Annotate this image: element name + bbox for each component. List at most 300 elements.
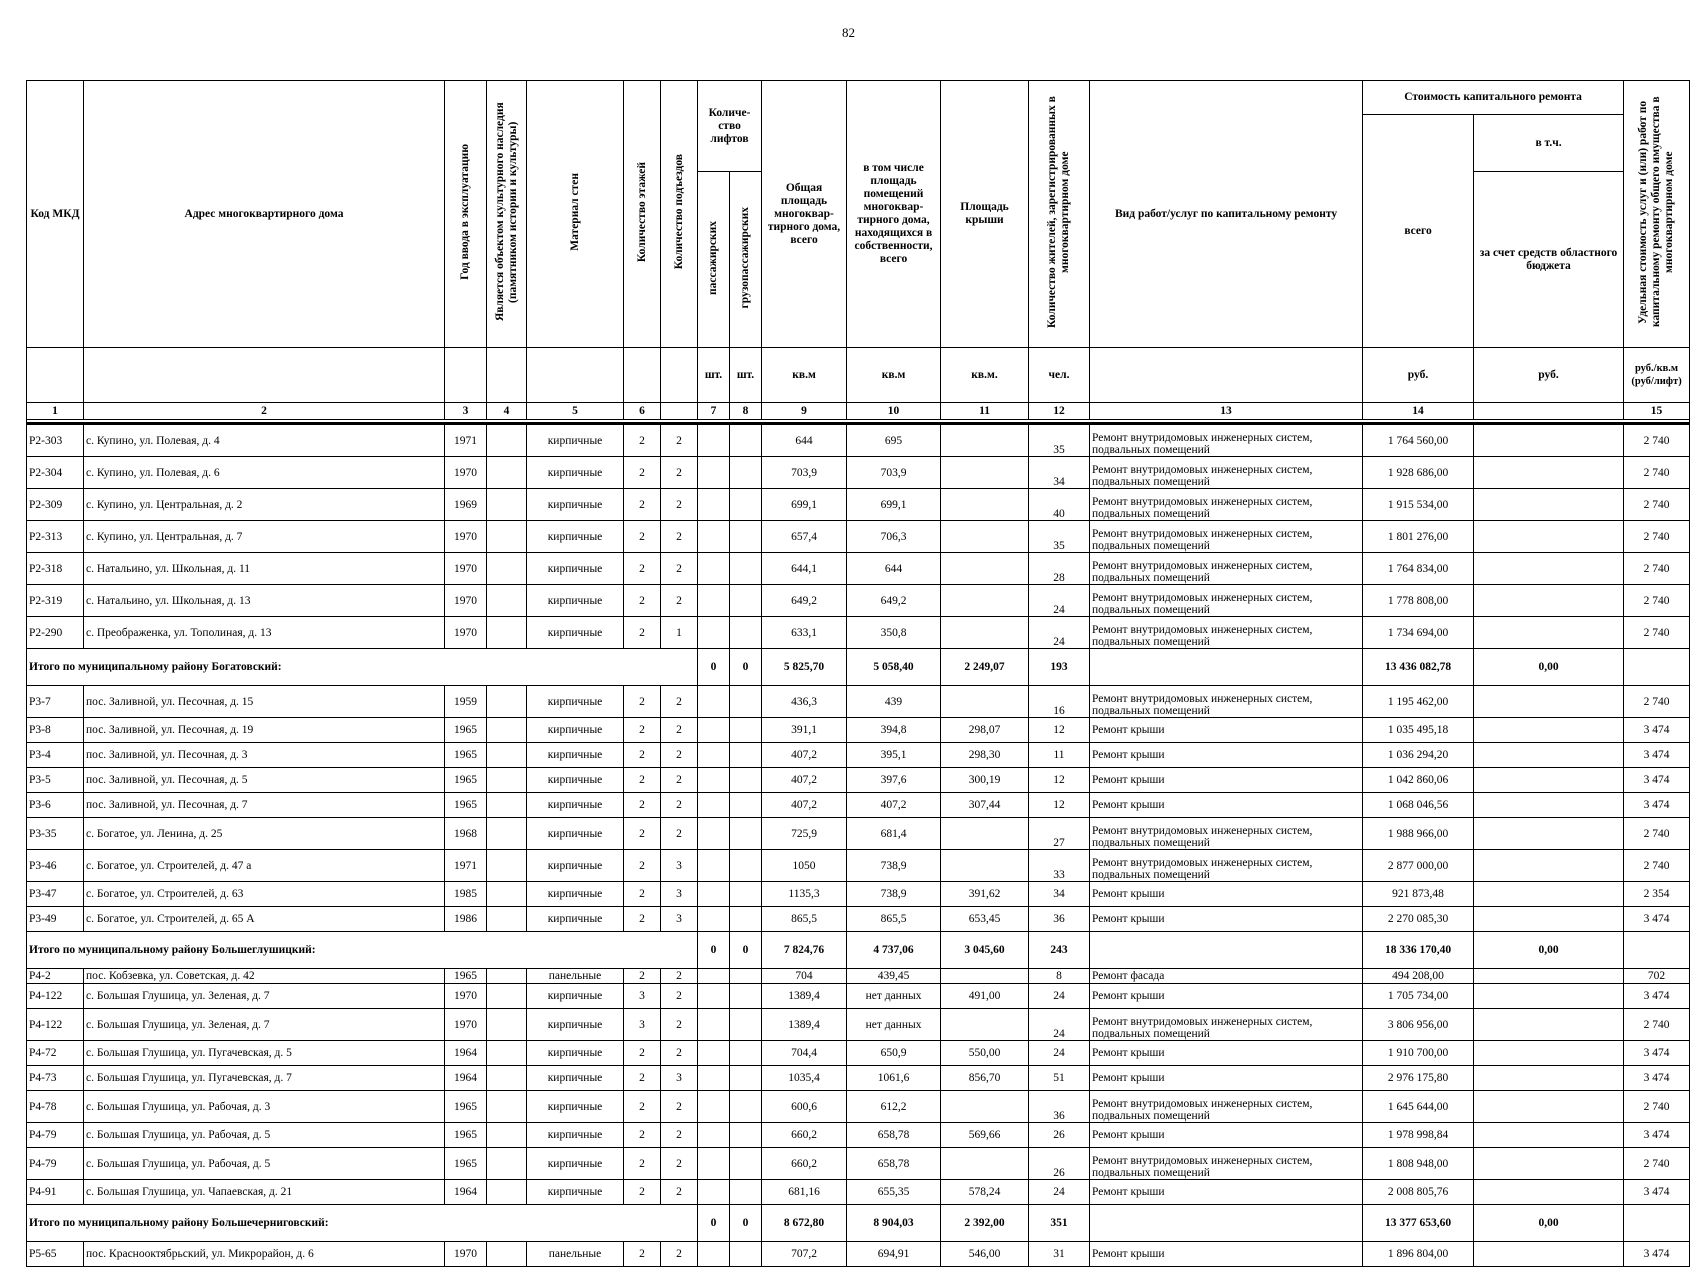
cell-code: Р3-7 xyxy=(27,686,84,718)
cell-cost: 1 195 462,00 xyxy=(1363,686,1474,718)
header-year: Год ввода в эксплуатацию xyxy=(445,81,487,348)
cell-total-area: 704,4 xyxy=(762,1041,847,1066)
cell-residents: 26 xyxy=(1029,1148,1090,1180)
header-residents: Количество жителей, зарегистрированных в многоквартирном доме xyxy=(1029,81,1090,348)
header-owned-area: в том числе площадь помещений многоквар-тирного дома, находящихся в собственности, всего xyxy=(847,81,941,348)
cell-address: пос. Заливной, ул. Песочная, д. 19 xyxy=(84,718,445,743)
total-lifts-passenger: 0 xyxy=(698,649,730,686)
cell-address: с. Натальино, ул. Школьная, д. 11 xyxy=(84,553,445,585)
cell-entrances: 2 xyxy=(661,743,698,768)
cell-lifts-cargo xyxy=(730,1041,762,1066)
cell-address: с. Купино, ул. Полевая, д. 4 xyxy=(84,424,445,457)
cell-cost: 1 068 046,56 xyxy=(1363,793,1474,818)
cell-lifts-cargo xyxy=(730,793,762,818)
cell-total-area: 657,4 xyxy=(762,521,847,553)
header-roof-area: Площадь крыши xyxy=(941,81,1029,348)
cell-work-type: Ремонт фасада xyxy=(1090,969,1363,984)
cell-wall: кирпичные xyxy=(527,617,624,649)
cell-cost: 1 801 276,00 xyxy=(1363,521,1474,553)
cell-residents: 24 xyxy=(1029,984,1090,1009)
cell-floors: 2 xyxy=(624,686,661,718)
cell-heritage xyxy=(487,1242,527,1267)
cell-unit-cost: 2 740 xyxy=(1624,617,1690,649)
cell-unit-cost: 3 474 xyxy=(1624,743,1690,768)
cell-lifts-passenger xyxy=(698,1148,730,1180)
cell-entrances: 2 xyxy=(661,489,698,521)
cell-work-type: Ремонт крыши xyxy=(1090,882,1363,907)
total-unit-empty xyxy=(1624,1205,1690,1242)
cell-lifts-cargo xyxy=(730,553,762,585)
cell-code: Р4-122 xyxy=(27,984,84,1009)
capital-repair-table xyxy=(26,80,1690,1267)
total-cost: 13 436 082,78 xyxy=(1363,649,1474,686)
table-row xyxy=(27,457,1690,489)
cell-regional-cost xyxy=(1474,907,1624,932)
cell-roof-area xyxy=(941,818,1029,850)
table-row xyxy=(27,907,1690,932)
cell-code: Р4-79 xyxy=(27,1148,84,1180)
cell-lifts-passenger xyxy=(698,553,730,585)
cell-residents: 36 xyxy=(1029,1091,1090,1123)
cell-wall: кирпичные xyxy=(527,743,624,768)
cell-wall: кирпичные xyxy=(527,718,624,743)
cell-wall: кирпичные xyxy=(527,882,624,907)
cell-total-area: 407,2 xyxy=(762,743,847,768)
cell-wall: кирпичные xyxy=(527,1009,624,1041)
cell-code: Р4-78 xyxy=(27,1091,84,1123)
cell-cost: 1 778 808,00 xyxy=(1363,585,1474,617)
cell-lifts-cargo xyxy=(730,457,762,489)
cell-address: пос. Заливной, ул. Песочная, д. 5 xyxy=(84,768,445,793)
cell-cost: 1 978 998,84 xyxy=(1363,1123,1474,1148)
cell-wall: кирпичные xyxy=(527,553,624,585)
cell-lifts-passenger xyxy=(698,457,730,489)
cell-regional-cost xyxy=(1474,489,1624,521)
cell-regional-cost xyxy=(1474,850,1624,882)
cell-regional-cost xyxy=(1474,1009,1624,1041)
header-cost-incl: в т.ч. xyxy=(1474,115,1624,172)
header-work-type: Вид работ/услуг по капитальному ремонту xyxy=(1090,81,1363,348)
cell-unit-cost: 3 474 xyxy=(1624,984,1690,1009)
cell-cost: 1 928 686,00 xyxy=(1363,457,1474,489)
header-address: Адрес многоквартирного дома xyxy=(84,81,445,348)
total-roof-area: 2 392,00 xyxy=(941,1205,1029,1242)
cell-entrances: 2 xyxy=(661,585,698,617)
cell-total-area: 1050 xyxy=(762,850,847,882)
column-numbers-row: 1 2 3 4 5 6 7 8 9 10 11 12 13 14 15 xyxy=(27,403,1690,420)
cell-lifts-cargo xyxy=(730,743,762,768)
cell-roof-area xyxy=(941,686,1029,718)
cell-code: Р4-122 xyxy=(27,1009,84,1041)
cell-lifts-passenger xyxy=(698,1242,730,1267)
cell-cost: 1 734 694,00 xyxy=(1363,617,1474,649)
cell-code: Р3-4 xyxy=(27,743,84,768)
cell-year: 1964 xyxy=(445,1066,487,1091)
table-row xyxy=(27,718,1690,743)
cell-address: с. Богатое, ул. Строителей, д. 63 xyxy=(84,882,445,907)
cell-floors: 2 xyxy=(624,617,661,649)
total-label: Итого по муниципальному району Большеглушицкий: xyxy=(27,932,698,969)
cell-wall: кирпичные xyxy=(527,818,624,850)
cell-residents: 12 xyxy=(1029,718,1090,743)
cell-code: Р3-5 xyxy=(27,768,84,793)
cell-total-area: 407,2 xyxy=(762,793,847,818)
district-total-row xyxy=(27,649,1690,686)
cell-lifts-cargo xyxy=(730,882,762,907)
cell-work-type: Ремонт крыши xyxy=(1090,793,1363,818)
cell-code: Р2-304 xyxy=(27,457,84,489)
cell-owned-area: 706,3 xyxy=(847,521,941,553)
cell-wall: панельные xyxy=(527,969,624,984)
cell-year: 1968 xyxy=(445,818,487,850)
cell-regional-cost xyxy=(1474,1180,1624,1205)
cell-year: 1965 xyxy=(445,743,487,768)
cell-lifts-passenger xyxy=(698,617,730,649)
cell-lifts-passenger xyxy=(698,424,730,457)
cell-floors: 2 xyxy=(624,1091,661,1123)
table-row xyxy=(27,424,1690,457)
cell-owned-area: 644 xyxy=(847,553,941,585)
cell-total-area: 391,1 xyxy=(762,718,847,743)
cell-work-type: Ремонт крыши xyxy=(1090,1180,1363,1205)
cell-total-area: 633,1 xyxy=(762,617,847,649)
cell-floors: 2 xyxy=(624,882,661,907)
cell-entrances: 3 xyxy=(661,907,698,932)
cell-heritage xyxy=(487,768,527,793)
cell-heritage xyxy=(487,489,527,521)
total-roof-area: 2 249,07 xyxy=(941,649,1029,686)
cell-address: с. Купино, ул. Центральная, д. 7 xyxy=(84,521,445,553)
cell-total-area: 865,5 xyxy=(762,907,847,932)
cell-year: 1964 xyxy=(445,1041,487,1066)
cell-address: с. Большая Глушица, ул. Рабочая, д. 5 xyxy=(84,1123,445,1148)
cell-work-type: Ремонт внутридомовых инженерных систем, подвальных помещений xyxy=(1090,489,1363,521)
total-work-empty xyxy=(1090,1205,1363,1242)
total-unit-empty xyxy=(1624,932,1690,969)
cell-lifts-cargo xyxy=(730,1148,762,1180)
cell-code: Р4-79 xyxy=(27,1123,84,1148)
cell-heritage xyxy=(487,907,527,932)
cell-entrances: 2 xyxy=(661,718,698,743)
cell-heritage xyxy=(487,457,527,489)
cell-floors: 2 xyxy=(624,1242,661,1267)
cell-residents: 28 xyxy=(1029,553,1090,585)
total-area: 8 672,80 xyxy=(762,1205,847,1242)
cell-residents: 51 xyxy=(1029,1066,1090,1091)
total-lifts-passenger: 0 xyxy=(698,932,730,969)
cell-lifts-passenger xyxy=(698,521,730,553)
cell-cost: 1 764 834,00 xyxy=(1363,553,1474,585)
cell-residents: 8 xyxy=(1029,969,1090,984)
total-unit-empty xyxy=(1624,649,1690,686)
cell-unit-cost: 2 740 xyxy=(1624,1009,1690,1041)
cell-address: с. Богатое, ул. Строителей, д. 65 А xyxy=(84,907,445,932)
total-lifts-passenger: 0 xyxy=(698,1205,730,1242)
cell-floors: 2 xyxy=(624,969,661,984)
cell-heritage xyxy=(487,969,527,984)
total-cost: 13 377 653,60 xyxy=(1363,1205,1474,1242)
table-row xyxy=(27,1148,1690,1180)
cell-work-type: Ремонт внутридомовых инженерных систем, подвальных помещений xyxy=(1090,617,1363,649)
cell-year: 1970 xyxy=(445,521,487,553)
cell-regional-cost xyxy=(1474,768,1624,793)
cell-total-area: 644 xyxy=(762,424,847,457)
cell-lifts-passenger xyxy=(698,718,730,743)
cell-lifts-passenger xyxy=(698,1091,730,1123)
cell-entrances: 2 xyxy=(661,1180,698,1205)
cell-heritage xyxy=(487,1091,527,1123)
cell-heritage xyxy=(487,553,527,585)
cell-owned-area: 395,1 xyxy=(847,743,941,768)
cell-regional-cost xyxy=(1474,793,1624,818)
cell-owned-area: 612,2 xyxy=(847,1091,941,1123)
cell-code: Р3-46 xyxy=(27,850,84,882)
cell-lifts-cargo xyxy=(730,969,762,984)
total-owned-area: 5 058,40 xyxy=(847,649,941,686)
cell-unit-cost: 702 xyxy=(1624,969,1690,984)
cell-lifts-passenger xyxy=(698,1041,730,1066)
cell-work-type: Ремонт крыши xyxy=(1090,1066,1363,1091)
cell-regional-cost xyxy=(1474,1148,1624,1180)
cell-year: 1969 xyxy=(445,489,487,521)
cell-code: Р4-2 xyxy=(27,969,84,984)
cell-owned-area: 865,5 xyxy=(847,907,941,932)
cell-wall: кирпичные xyxy=(527,1180,624,1205)
cell-unit-cost: 3 474 xyxy=(1624,1066,1690,1091)
cell-owned-area: 703,9 xyxy=(847,457,941,489)
cell-roof-area xyxy=(941,1148,1029,1180)
cell-year: 1970 xyxy=(445,553,487,585)
cell-floors: 2 xyxy=(624,585,661,617)
cell-floors: 2 xyxy=(624,907,661,932)
cell-cost: 2 008 805,76 xyxy=(1363,1180,1474,1205)
cell-entrances: 2 xyxy=(661,1041,698,1066)
cell-cost: 1 915 534,00 xyxy=(1363,489,1474,521)
cell-regional-cost xyxy=(1474,424,1624,457)
total-lifts-cargo: 0 xyxy=(730,1205,762,1242)
cell-heritage xyxy=(487,1180,527,1205)
cell-code: Р4-91 xyxy=(27,1180,84,1205)
cell-wall: кирпичные xyxy=(527,521,624,553)
cell-owned-area: 738,9 xyxy=(847,850,941,882)
cell-code: Р2-303 xyxy=(27,424,84,457)
cell-wall: кирпичные xyxy=(527,489,624,521)
cell-heritage xyxy=(487,818,527,850)
cell-cost: 494 208,00 xyxy=(1363,969,1474,984)
cell-work-type: Ремонт внутридомовых инженерных систем, подвальных помещений xyxy=(1090,818,1363,850)
cell-lifts-cargo xyxy=(730,984,762,1009)
cell-year: 1971 xyxy=(445,850,487,882)
total-lifts-cargo: 0 xyxy=(730,932,762,969)
cell-residents: 27 xyxy=(1029,818,1090,850)
cell-lifts-passenger xyxy=(698,793,730,818)
cell-regional-cost xyxy=(1474,818,1624,850)
cell-entrances: 2 xyxy=(661,768,698,793)
cell-floors: 2 xyxy=(624,793,661,818)
cell-wall: кирпичные xyxy=(527,457,624,489)
cell-unit-cost: 3 474 xyxy=(1624,1242,1690,1267)
cell-floors: 2 xyxy=(624,818,661,850)
cell-lifts-passenger xyxy=(698,907,730,932)
units-row: шт. шт. кв.м кв.м кв.м. чел. руб. руб. руб./кв.м (руб/лифт) xyxy=(27,348,1690,403)
cell-code: Р2-309 xyxy=(27,489,84,521)
cell-total-area: 407,2 xyxy=(762,768,847,793)
cell-heritage xyxy=(487,793,527,818)
cell-entrances: 2 xyxy=(661,457,698,489)
table-row xyxy=(27,617,1690,649)
cell-unit-cost: 3 474 xyxy=(1624,1041,1690,1066)
cell-lifts-cargo xyxy=(730,489,762,521)
table-row xyxy=(27,1091,1690,1123)
cell-lifts-passenger xyxy=(698,768,730,793)
cell-address: с. Натальино, ул. Школьная, д. 13 xyxy=(84,585,445,617)
cell-roof-area: 578,24 xyxy=(941,1180,1029,1205)
cell-code: Р3-35 xyxy=(27,818,84,850)
cell-regional-cost xyxy=(1474,585,1624,617)
cell-lifts-cargo xyxy=(730,1009,762,1041)
cell-lifts-passenger xyxy=(698,1123,730,1148)
cell-floors: 2 xyxy=(624,1041,661,1066)
cell-lifts-cargo xyxy=(730,1180,762,1205)
cell-unit-cost: 2 354 xyxy=(1624,882,1690,907)
cell-residents: 36 xyxy=(1029,907,1090,932)
cell-address: пос. Заливной, ул. Песочная, д. 15 xyxy=(84,686,445,718)
cell-lifts-cargo xyxy=(730,585,762,617)
cell-wall: кирпичные xyxy=(527,585,624,617)
cell-regional-cost xyxy=(1474,1242,1624,1267)
cell-total-area: 436,3 xyxy=(762,686,847,718)
cell-regional-cost xyxy=(1474,1091,1624,1123)
table-row xyxy=(27,882,1690,907)
cell-roof-area: 300,19 xyxy=(941,768,1029,793)
table-row xyxy=(27,1066,1690,1091)
cell-floors: 2 xyxy=(624,1066,661,1091)
table-row xyxy=(27,1242,1690,1267)
cell-total-area: 660,2 xyxy=(762,1123,847,1148)
table-row xyxy=(27,1041,1690,1066)
cell-wall: кирпичные xyxy=(527,1091,624,1123)
page-number: 82 xyxy=(842,25,855,40)
cell-address: с. Преображенка, ул. Тополиная, д. 13 xyxy=(84,617,445,649)
header-wall: Материал стен xyxy=(527,81,624,348)
cell-lifts-cargo xyxy=(730,617,762,649)
cell-work-type: Ремонт крыши xyxy=(1090,743,1363,768)
header-unit-cost: Удельная стоимость услуг и (или) работ по капитальному ремонту общего имущества в многоквартирном доме xyxy=(1624,81,1690,348)
cell-year: 1970 xyxy=(445,617,487,649)
total-area: 5 825,70 xyxy=(762,649,847,686)
cell-roof-area xyxy=(941,850,1029,882)
cell-floors: 3 xyxy=(624,984,661,1009)
cell-work-type: Ремонт внутридомовых инженерных систем, подвальных помещений xyxy=(1090,521,1363,553)
cell-regional-cost xyxy=(1474,686,1624,718)
cell-regional-cost xyxy=(1474,882,1624,907)
cell-floors: 3 xyxy=(624,1009,661,1041)
cell-regional-cost xyxy=(1474,1123,1624,1148)
cell-roof-area xyxy=(941,521,1029,553)
table-row xyxy=(27,521,1690,553)
cell-roof-area: 550,00 xyxy=(941,1041,1029,1066)
cell-owned-area: 407,2 xyxy=(847,793,941,818)
cell-regional-cost xyxy=(1474,743,1624,768)
cell-code: Р3-6 xyxy=(27,793,84,818)
cell-lifts-passenger xyxy=(698,686,730,718)
cell-code: Р2-313 xyxy=(27,521,84,553)
cell-residents: 24 xyxy=(1029,1041,1090,1066)
cell-total-area: 644,1 xyxy=(762,553,847,585)
cell-unit-cost: 3 474 xyxy=(1624,793,1690,818)
cell-total-area: 649,2 xyxy=(762,585,847,617)
cell-lifts-passenger xyxy=(698,1180,730,1205)
cell-year: 1970 xyxy=(445,457,487,489)
district-total-row xyxy=(27,932,1690,969)
total-regional-cost: 0,00 xyxy=(1474,932,1624,969)
cell-owned-area: 439,45 xyxy=(847,969,941,984)
cell-owned-area: 694,91 xyxy=(847,1242,941,1267)
cell-floors: 2 xyxy=(624,521,661,553)
cell-wall: кирпичные xyxy=(527,1148,624,1180)
cell-residents: 31 xyxy=(1029,1242,1090,1267)
table-row xyxy=(27,1123,1690,1148)
cell-cost: 2 976 175,80 xyxy=(1363,1066,1474,1091)
cell-year: 1965 xyxy=(445,718,487,743)
total-cost: 18 336 170,40 xyxy=(1363,932,1474,969)
cell-address: с. Большая Глушица, ул. Рабочая, д. 5 xyxy=(84,1148,445,1180)
cell-code: Р5-65 xyxy=(27,1242,84,1267)
cell-entrances: 3 xyxy=(661,850,698,882)
cell-lifts-cargo xyxy=(730,686,762,718)
cell-total-area: 1035,4 xyxy=(762,1066,847,1091)
cell-year: 1970 xyxy=(445,1242,487,1267)
table-body xyxy=(27,424,1690,1267)
cell-residents: 35 xyxy=(1029,521,1090,553)
cell-cost: 1 645 644,00 xyxy=(1363,1091,1474,1123)
cell-address: с. Купино, ул. Полевая, д. 6 xyxy=(84,457,445,489)
cell-lifts-passenger xyxy=(698,969,730,984)
cell-heritage xyxy=(487,718,527,743)
cell-unit-cost: 2 740 xyxy=(1624,424,1690,457)
cell-unit-cost: 3 474 xyxy=(1624,768,1690,793)
cell-lifts-passenger xyxy=(698,743,730,768)
cell-heritage xyxy=(487,743,527,768)
cell-roof-area: 391,62 xyxy=(941,882,1029,907)
cell-cost: 1 764 560,00 xyxy=(1363,424,1474,457)
cell-lifts-cargo xyxy=(730,907,762,932)
cell-residents: 35 xyxy=(1029,424,1090,457)
total-residents: 243 xyxy=(1029,932,1090,969)
total-label: Итого по муниципальному району Богатовский: xyxy=(27,649,698,686)
cell-unit-cost: 2 740 xyxy=(1624,850,1690,882)
cell-wall: кирпичные xyxy=(527,984,624,1009)
table-row xyxy=(27,743,1690,768)
cell-unit-cost: 2 740 xyxy=(1624,818,1690,850)
total-owned-area: 4 737,06 xyxy=(847,932,941,969)
cell-residents: 33 xyxy=(1029,850,1090,882)
cell-unit-cost: 3 474 xyxy=(1624,1180,1690,1205)
cell-wall: кирпичные xyxy=(527,768,624,793)
cell-wall: кирпичные xyxy=(527,1041,624,1066)
cell-regional-cost xyxy=(1474,1041,1624,1066)
header-lifts: Количе-ство лифтов xyxy=(698,81,762,172)
cell-roof-area: 491,00 xyxy=(941,984,1029,1009)
cell-owned-area: 658,78 xyxy=(847,1123,941,1148)
cell-code: Р4-73 xyxy=(27,1066,84,1091)
cell-lifts-cargo xyxy=(730,521,762,553)
cell-roof-area: 546,00 xyxy=(941,1242,1029,1267)
cell-year: 1965 xyxy=(445,1091,487,1123)
cell-year: 1964 xyxy=(445,1180,487,1205)
cell-entrances: 2 xyxy=(661,686,698,718)
cell-address: с. Богатое, ул. Строителей, д. 47 а xyxy=(84,850,445,882)
